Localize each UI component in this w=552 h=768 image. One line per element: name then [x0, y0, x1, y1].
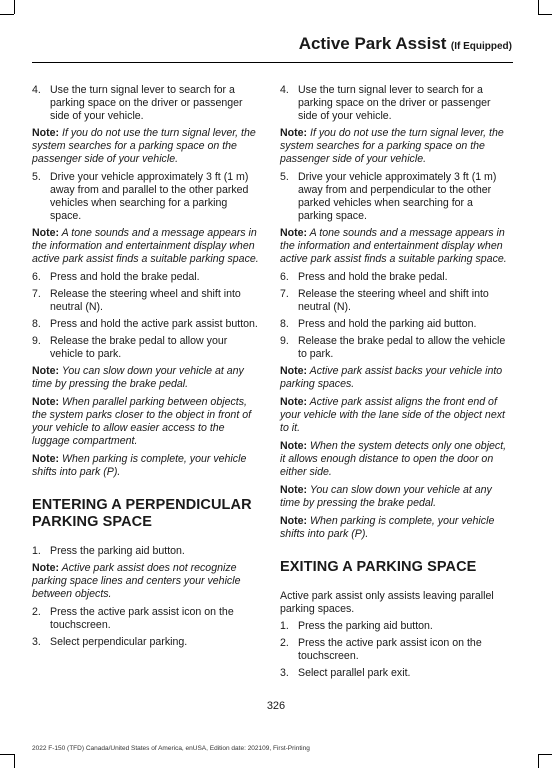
step-number: 3.	[280, 667, 289, 679]
list-item	[32, 335, 260, 361]
note-text: You can slow down your vehicle at any time by pressing the brake pedal.	[280, 484, 492, 509]
step-number: 9.	[32, 335, 41, 347]
note-text: When parking is complete, your vehicle shifts into park (P).	[280, 515, 495, 540]
crop-mark	[538, 0, 539, 14]
step-text: Release the steering wheel and shift into neutral (N).	[50, 288, 241, 313]
note-text: You can slow down your vehicle at any time by pressing the brake pedal.	[32, 365, 244, 390]
step-number: 9.	[280, 335, 289, 347]
note	[280, 484, 508, 510]
list-item	[280, 335, 508, 361]
step-number: 6.	[280, 271, 289, 283]
step-number: 2.	[32, 606, 41, 618]
note-label: Note:	[32, 396, 60, 408]
step-text: Press the active park assist icon on the touchscreen.	[298, 637, 482, 662]
section-heading-exiting: EXITING A PARKING SPACE	[280, 559, 477, 575]
note	[280, 440, 508, 479]
note-label: Note:	[280, 484, 308, 496]
step-number: 7.	[32, 288, 41, 300]
step-text: Release the brake pedal to allow the vehicle to park.	[298, 335, 506, 360]
step-number: 6.	[32, 271, 41, 283]
step-text: Use the turn signal lever to search for a parking space on the driver or passenger side of your vehicle.	[50, 84, 243, 122]
right-column	[280, 84, 508, 684]
section-heading-perpendicular: ENTERING A PERPENDICULAR PARKING SPACE	[32, 497, 252, 530]
note-label: Note:	[32, 562, 60, 574]
note-text: When parallel parking between objects, the system parks closer to the object in front of your vehicle to allow easier access to the luggage compartment.	[32, 396, 252, 447]
note-label: Note:	[32, 127, 60, 139]
page-header	[0, 34, 512, 54]
crop-mark	[0, 754, 14, 755]
note-label: Note:	[280, 515, 308, 527]
note-text: Active park assist backs your vehicle into parking spaces.	[280, 365, 503, 390]
note-text: Active park assist aligns the front end of your vehicle with the lane side of the object next to it.	[280, 396, 505, 434]
note-label: Note:	[32, 453, 60, 465]
crop-mark	[538, 754, 539, 768]
list-item	[32, 545, 260, 558]
step-number: 8.	[280, 318, 289, 330]
step-text: Press and hold the parking aid button.	[298, 318, 477, 330]
list-item	[280, 171, 508, 223]
note	[280, 396, 508, 435]
list-item	[280, 637, 508, 663]
note-text: A tone sounds and a message appears in the information and entertainment display when active park assist finds a suitable parking space.	[32, 227, 259, 265]
note-text: If you do not use the turn signal lever, the system searches for a parking space on the passenger side of your vehicle.	[32, 127, 256, 165]
step-text: Press and hold the active park assist button.	[50, 318, 258, 330]
note	[32, 227, 260, 266]
note	[280, 515, 508, 541]
list-item	[280, 620, 508, 633]
note	[32, 365, 260, 391]
step-text: Press the active park assist icon on the touchscreen.	[50, 606, 234, 631]
list-item	[32, 84, 260, 123]
step-number: 5.	[32, 171, 41, 183]
step-number: 4.	[32, 84, 41, 96]
step-number: 1.	[32, 545, 41, 557]
note	[32, 396, 260, 448]
step-text: Drive your vehicle approximately 3 ft (1 m) away from and parallel to the other parked vehicles when searching for a parking space.	[50, 171, 249, 222]
right-block-2	[280, 590, 508, 680]
step-text: Press and hold the brake pedal.	[298, 271, 448, 283]
step-text: Press and hold the brake pedal.	[50, 271, 200, 283]
note-label: Note:	[32, 365, 60, 377]
note-label: Note:	[280, 365, 308, 377]
note	[32, 562, 260, 601]
page-subtitle: (If Equipped)	[450, 41, 512, 52]
note	[32, 453, 260, 479]
note-text: If you do not use the turn signal lever, the system searches for a parking space on the passenger side of your vehicle.	[280, 127, 504, 165]
crop-mark	[0, 14, 14, 15]
paragraph: Active park assist only assists leaving parallel parking spaces.	[280, 590, 494, 615]
list-item	[280, 288, 508, 314]
note-label: Note:	[280, 227, 308, 239]
list-item	[280, 318, 508, 331]
list-item	[32, 288, 260, 314]
step-number: 8.	[32, 318, 41, 330]
right-block-1	[280, 84, 508, 541]
step-text: Drive your vehicle approximately 3 ft (1 m) away from and perpendicular to the other parked vehicles when searching for a parking space.	[298, 171, 497, 222]
note-text: Active park assist does not recognize parking space lines and centers your vehicle between objects.	[32, 562, 241, 600]
step-text: Release the steering wheel and shift into neutral (N).	[298, 288, 489, 313]
note-text: A tone sounds and a message appears in the information and entertainment display when active park assist finds a suitable parking space.	[280, 227, 507, 265]
crop-mark	[538, 754, 552, 755]
page-number: 326	[266, 700, 286, 712]
note-label: Note:	[32, 227, 60, 239]
step-text: Select parallel park exit.	[298, 667, 411, 679]
step-text: Release the brake pedal to allow your vehicle to park.	[50, 335, 228, 360]
step-text: Select perpendicular parking.	[50, 636, 188, 648]
left-block-2	[32, 545, 260, 649]
list-item	[32, 171, 260, 223]
left-column	[32, 84, 260, 653]
list-item	[280, 667, 508, 680]
step-text: Use the turn signal lever to search for a parking space on the driver or passenger side of your vehicle.	[298, 84, 491, 122]
note-label: Note:	[280, 127, 308, 139]
note	[280, 227, 508, 266]
list-item	[280, 271, 508, 284]
step-text: Press the parking aid button.	[50, 545, 185, 557]
left-block-1	[32, 84, 260, 479]
note	[32, 127, 260, 166]
step-number: 1.	[280, 620, 289, 632]
note-text: When the system detects only one object, it allows enough distance to open the door on either side.	[280, 440, 507, 478]
note-label: Note:	[280, 440, 308, 452]
header-rule	[32, 62, 513, 63]
footer-text: 2022 F-150 (TFD) Canada/United States of America, enUSA, Edition date: 202109, First-Printing	[32, 745, 310, 752]
note-text: When parking is complete, your vehicle shifts into park (P).	[32, 453, 247, 478]
list-item	[280, 84, 508, 123]
crop-mark	[538, 14, 552, 15]
page-title: Active Park Assist	[298, 34, 447, 53]
list-item	[32, 318, 260, 331]
step-text: Press the parking aid button.	[298, 620, 433, 632]
list-item	[32, 606, 260, 632]
list-item	[32, 271, 260, 284]
step-number: 2.	[280, 637, 289, 649]
step-number: 7.	[280, 288, 289, 300]
step-number: 3.	[32, 636, 41, 648]
crop-mark	[14, 0, 15, 14]
note	[280, 127, 508, 166]
step-number: 4.	[280, 84, 289, 96]
note-label: Note:	[280, 396, 308, 408]
step-number: 5.	[280, 171, 289, 183]
crop-mark	[14, 754, 15, 768]
note	[280, 365, 508, 391]
list-item	[32, 636, 260, 649]
